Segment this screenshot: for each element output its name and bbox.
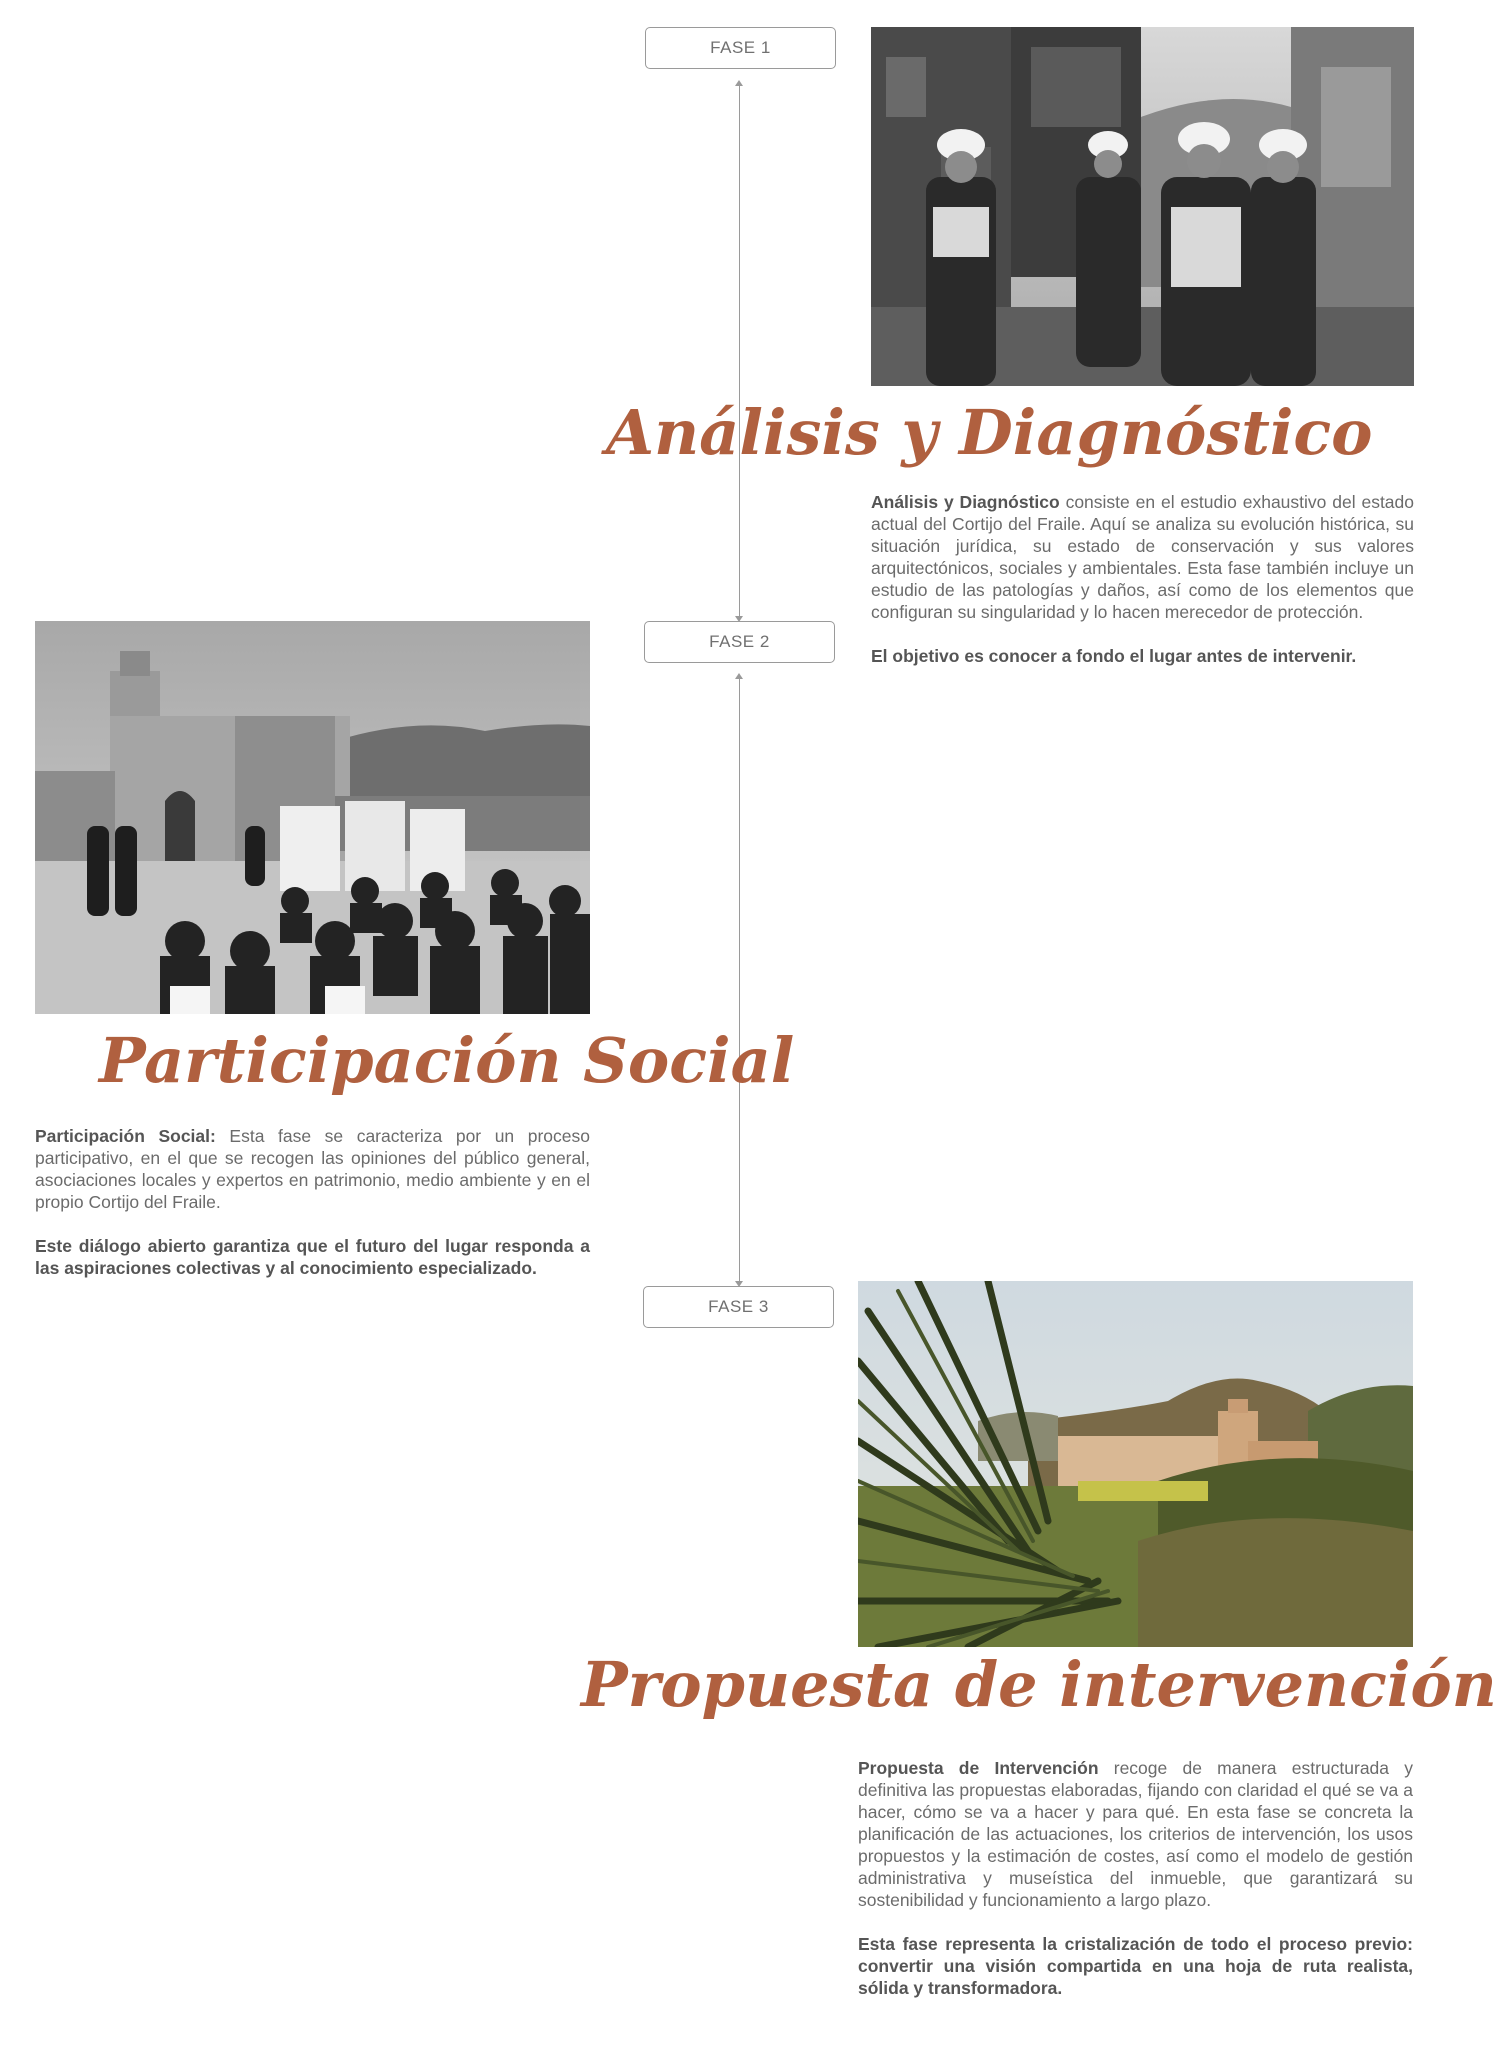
text-propuesta-body: recoge de manera estructurada y definitiva las propuestas elaboradas, fijando con claridad el qué se va a hacer, cómo se va a hacer y para qué. En esta fase se concreta la planificación de las actuaciones, los criterios de intervención, los usos propuestos y la estimación de costes, así como el modelo de gestión administrativa y museística del inmueble, que garantizará su sostenibilidad y funcionamiento a largo plazo. bbox=[858, 1758, 1413, 1910]
text-propuesta bbox=[858, 1757, 1413, 1999]
text-analisis-description bbox=[871, 491, 1414, 623]
text-propuesta-lead: Propuesta de Intervención bbox=[858, 1758, 1099, 1778]
timeline-arrow-up-2 bbox=[735, 673, 743, 679]
phase-label-1: FASE 1 bbox=[645, 27, 836, 69]
photo-cortijo-landscape bbox=[858, 1281, 1413, 1647]
text-participacion bbox=[35, 1125, 590, 1279]
text-analisis bbox=[871, 491, 1414, 667]
text-participacion-description bbox=[35, 1125, 590, 1213]
text-participacion-body: Esta fase se caracteriza por un proceso participativo, en el que se recogen las opiniones del público general, asociaciones locales y expertos en patrimonio, medio ambiente y en el propio Cortijo del Fraile. bbox=[35, 1126, 590, 1212]
text-propuesta-description bbox=[858, 1757, 1413, 1911]
phase-label-2: FASE 2 bbox=[644, 621, 835, 663]
photo-site-inspection bbox=[871, 27, 1414, 386]
text-participacion-lead: Participación Social: bbox=[35, 1126, 216, 1146]
heading-participacion: Participación Social bbox=[99, 1024, 795, 1097]
text-propuesta-emphasis: Esta fase representa la cristalización de todo el proceso previo: convertir una visión compartida en una hoja de ruta realista, sólida y transformadora. bbox=[858, 1934, 1413, 1998]
timeline-line-2 bbox=[739, 675, 740, 1285]
photo-public-presentation-image bbox=[35, 621, 590, 1014]
phase-label-3: FASE 3 bbox=[643, 1286, 834, 1328]
heading-analisis: Análisis y Diagnóstico bbox=[606, 396, 1373, 469]
heading-propuesta: Propuesta de intervención bbox=[581, 1648, 1497, 1721]
timeline-arrow-up-1 bbox=[735, 80, 743, 86]
photo-public-presentation bbox=[35, 621, 590, 1014]
photo-cortijo-landscape-image bbox=[858, 1281, 1413, 1647]
text-analisis-body: consiste en el estudio exhaustivo del estado actual del Cortijo del Fraile. Aquí se analiza su evolución histórica, su situación jurídica, su estado de conservación y sus valores arquitectónicos, sociales y ambientales. Esta fase también incluye un estudio de las patologías y daños, así como de los elementos que configuran su singularidad y lo hacen merecedor de protección. bbox=[871, 492, 1415, 622]
timeline-line-1 bbox=[739, 82, 740, 620]
text-analisis-emphasis: El objetivo es conocer a fondo el lugar antes de intervenir. bbox=[871, 646, 1357, 666]
photo-site-inspection-image bbox=[871, 27, 1414, 386]
text-participacion-emphasis: Este diálogo abierto garantiza que el futuro del lugar responda a las aspiraciones colectivas y al conocimiento especializado. bbox=[35, 1236, 590, 1278]
text-analisis-lead: Análisis y Diagnóstico bbox=[871, 492, 1060, 512]
